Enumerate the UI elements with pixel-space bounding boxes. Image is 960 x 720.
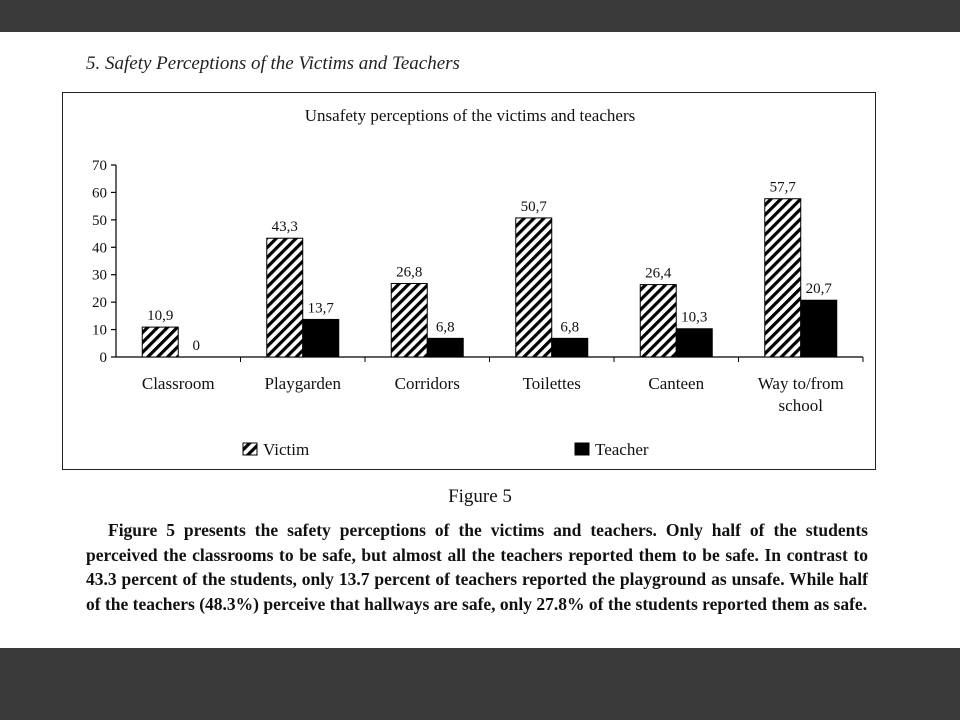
data-label: 10,3 <box>681 309 708 326</box>
y-tick-label: 70 <box>92 158 107 174</box>
category-label: Toilettes <box>522 374 581 393</box>
data-label: 57,7 <box>769 179 796 196</box>
legend-swatch-victim <box>243 443 257 455</box>
bar-teacher <box>801 300 837 357</box>
body-text: Figure 5 presents the safety perceptions of the victims and teachers. Only half of the students perceived the classrooms to be safe, but almost all the teachers reported them to be safe. In contrast to 43.3 percent of the students, only 13.7 percent of teachers reported the playground as unsafe. While half of the teachers (48.3%) perceive that hallways are safe, only 27.8% of the students reported them as safe. <box>86 520 868 614</box>
legend <box>243 440 649 459</box>
data-label: 26,4 <box>645 265 672 282</box>
figure-box <box>62 92 876 470</box>
data-label: 13,7 <box>307 300 334 317</box>
y-tick-label: 60 <box>92 185 107 202</box>
data-label: 0 <box>192 338 200 354</box>
category-label: school <box>778 396 823 415</box>
data-label: 20,7 <box>805 281 832 298</box>
bar-victim <box>765 199 801 357</box>
bar-victim <box>267 238 303 357</box>
data-label: 43,3 <box>271 219 298 236</box>
section-title: 5. Safety Perceptions of the Victims and Teachers <box>86 53 460 74</box>
legend-label-teacher: Teacher <box>595 440 649 459</box>
data-label: 6,8 <box>435 319 455 336</box>
data-label: 10,9 <box>147 308 174 325</box>
bars <box>142 199 863 362</box>
bar-teacher <box>427 338 463 357</box>
bar-victim <box>640 285 676 357</box>
figure-caption: Figure 5 <box>448 486 512 507</box>
axes <box>92 158 863 366</box>
bar-victim <box>516 218 552 357</box>
chart-title: Unsafety perceptions of the victims and teachers <box>304 106 636 125</box>
legend-swatch-teacher <box>575 443 589 455</box>
category-label: Way to/from <box>757 374 844 393</box>
y-tick-label: 20 <box>92 295 107 312</box>
bar-victim <box>391 283 427 357</box>
bar-teacher <box>676 329 712 357</box>
y-tick-label: 50 <box>92 212 107 229</box>
y-tick-label: 30 <box>92 267 107 284</box>
data-label: 50,7 <box>520 198 547 215</box>
y-tick-label: 0 <box>99 350 107 366</box>
bar-teacher <box>303 319 339 357</box>
y-tick-label: 40 <box>92 240 107 257</box>
data-label: 6,8 <box>560 319 580 336</box>
bottom-band <box>0 648 960 720</box>
top-band <box>0 0 960 32</box>
data-label: 26,8 <box>396 264 423 281</box>
legend-label-victim: Victim <box>263 440 310 459</box>
bar-teacher <box>552 338 588 357</box>
category-label: Playgarden <box>264 374 341 393</box>
category-labels <box>142 374 844 415</box>
bar-chart <box>63 93 875 469</box>
category-label: Classroom <box>141 374 215 393</box>
bar-victim <box>142 327 178 357</box>
data-labels <box>147 180 832 354</box>
category-label: Canteen <box>648 374 705 393</box>
y-tick-label: 10 <box>92 322 107 339</box>
category-label: Corridors <box>394 374 460 393</box>
